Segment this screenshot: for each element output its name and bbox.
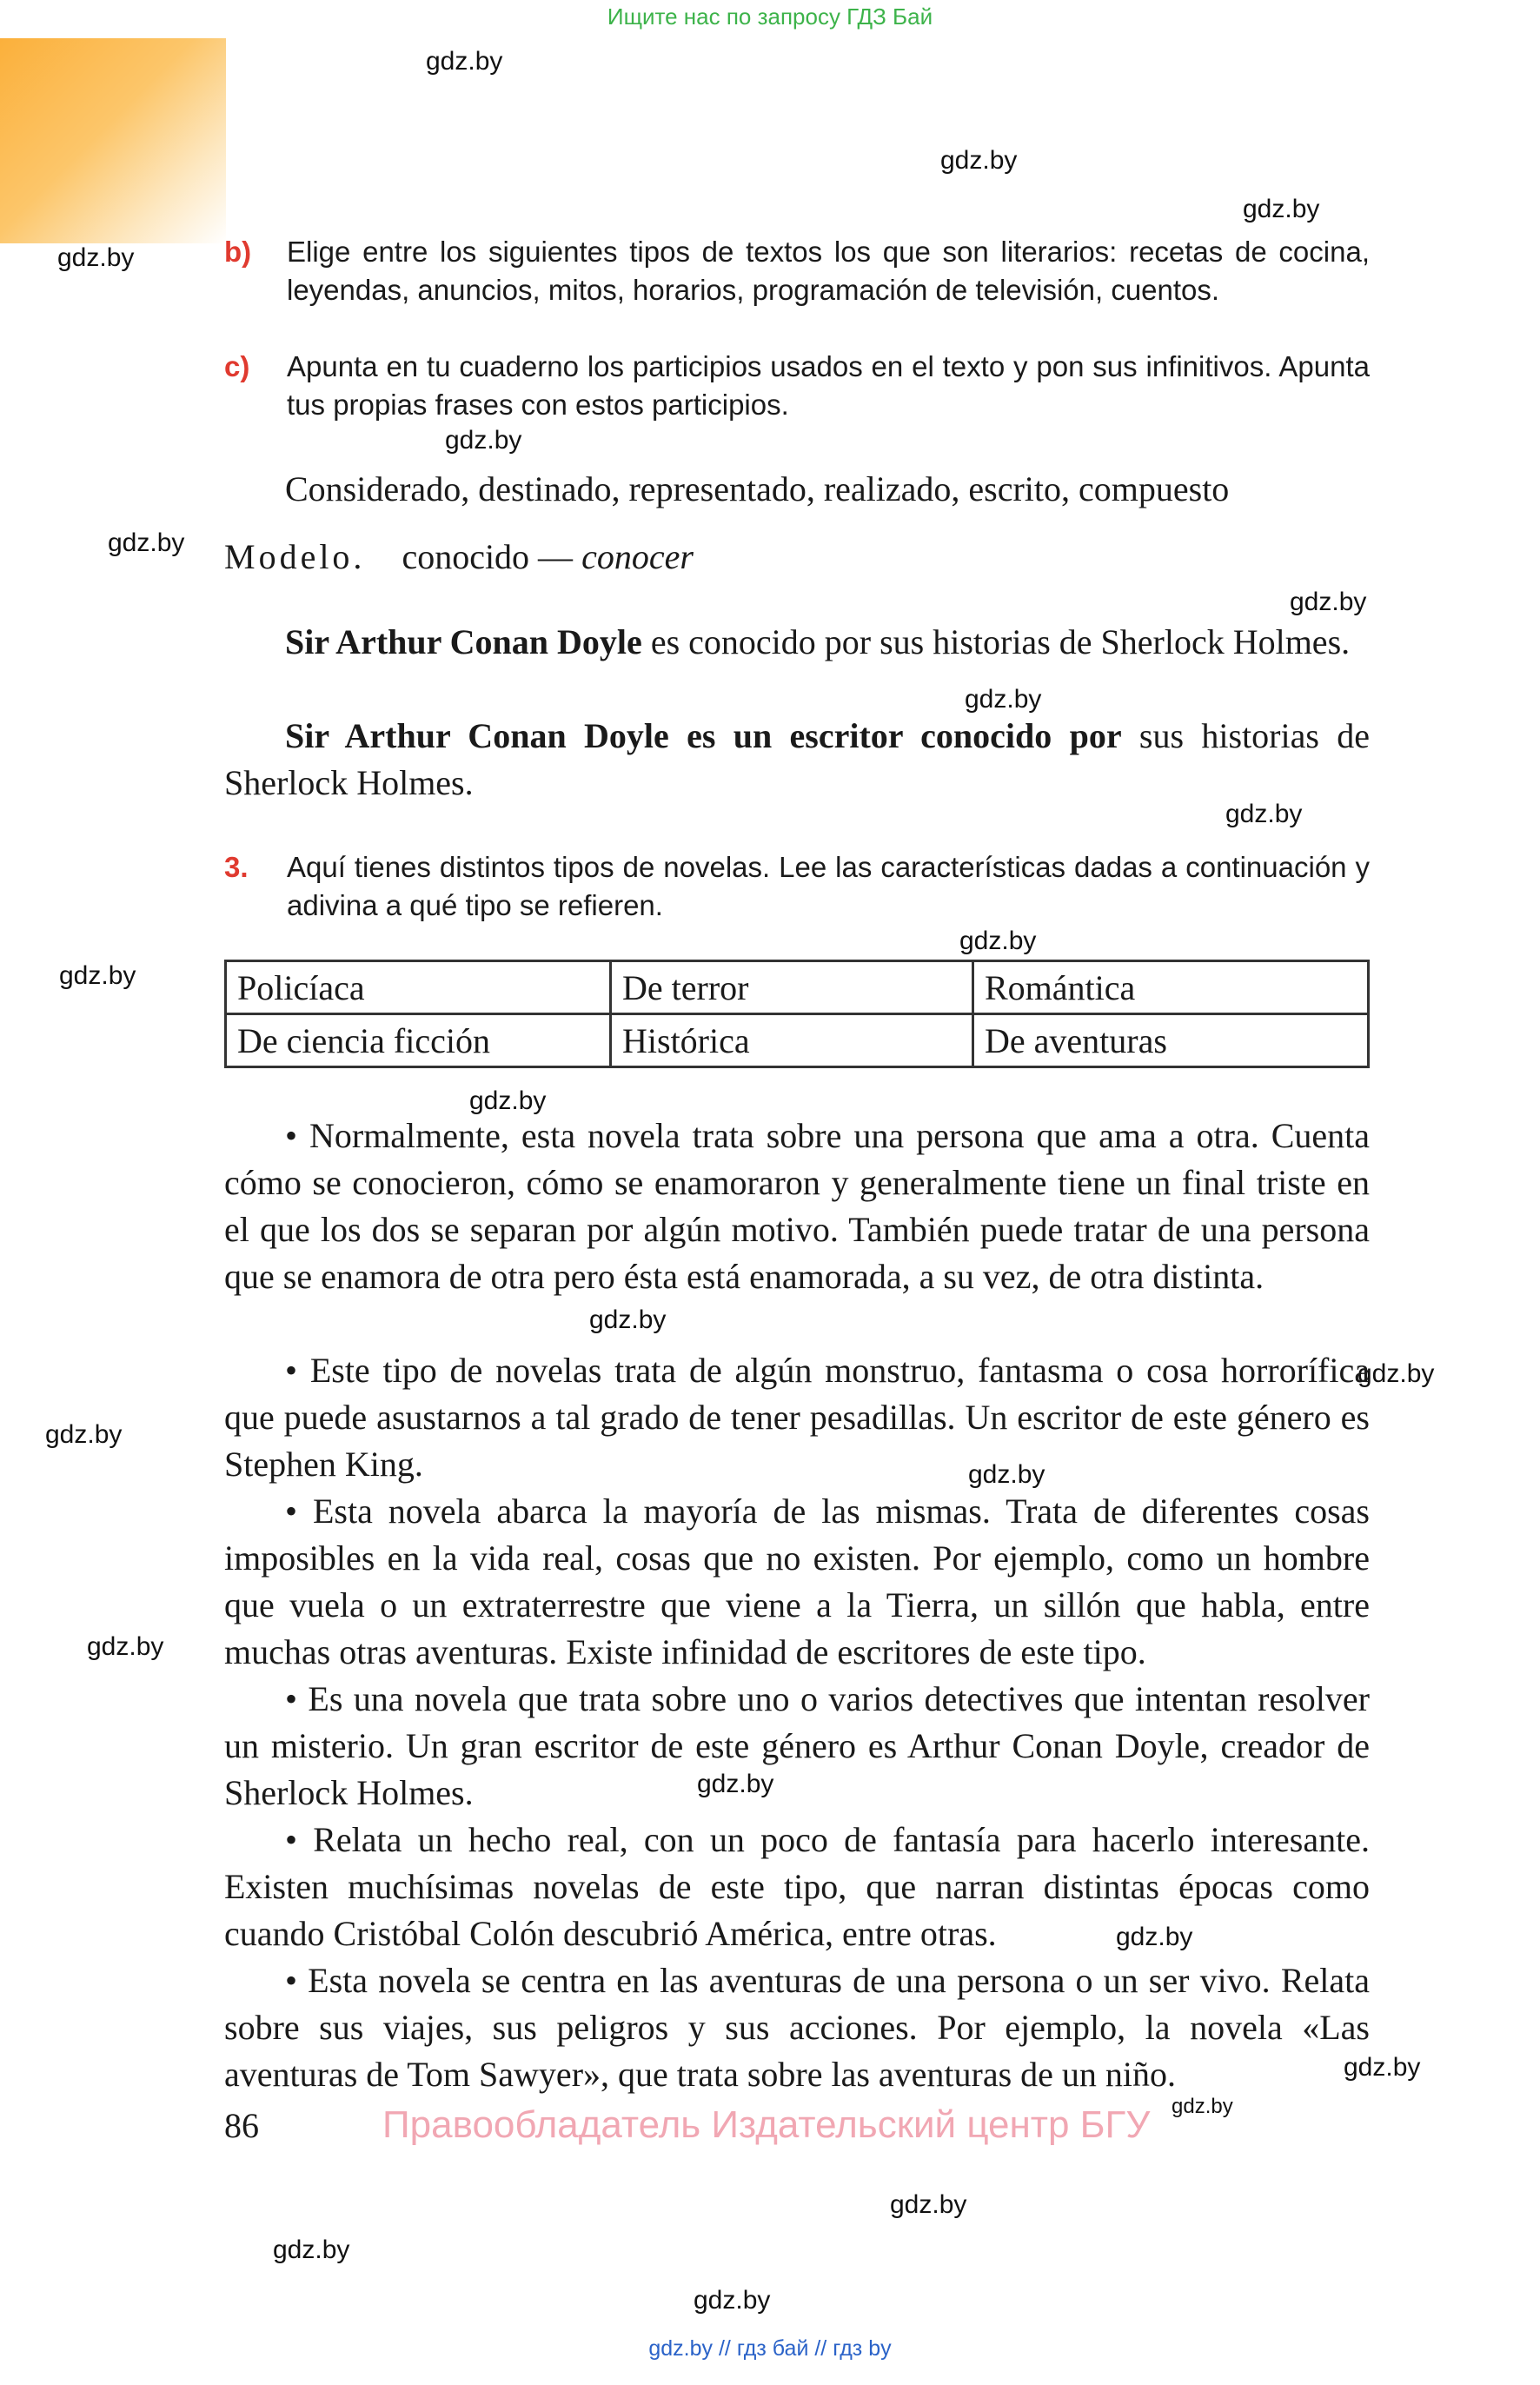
watermark: gdz.by [959, 927, 1037, 955]
watermark: gdz.by [1243, 195, 1320, 223]
copyright-owner: Правообладатель Издательский центр БГУ [382, 2103, 1151, 2146]
example-2-rest: sus historias de Sherlock Holmes. [224, 716, 1370, 802]
model-infinitive: conocer [581, 537, 694, 576]
table-row [226, 961, 1369, 1014]
model-word: conocido — [402, 537, 582, 576]
page-number: 86 [224, 2106, 259, 2145]
top-search-link[interactable]: Ищите нас по запросу ГДЗ Бай [607, 3, 933, 30]
watermark: gdz.by [589, 1305, 667, 1334]
watermark: gdz.by [965, 685, 1042, 714]
watermark: gdz.by [469, 1086, 547, 1115]
watermark: gdz.by [445, 426, 522, 455]
watermark: gdz.by [1172, 2095, 1233, 2118]
watermark: gdz.by [57, 243, 135, 272]
table-cell: De terror [611, 961, 973, 1014]
task-c-text: Apunta en tu cuaderno los participios usados en el texto y pon sus infinitivos. Apunta tus propias frases con estos participios. [287, 350, 1370, 421]
task-3 [224, 848, 1370, 925]
watermark: gdz.by [694, 2286, 771, 2315]
watermark: gdz.by [968, 1460, 1045, 1489]
description-paragraph: • Esta novela se centra en las aventuras de una persona o un ser vivo. Relata sobre sus viajes, sus peligros y sus acciones. Por ejemplo, la novela «Las aventuras de Tom Sawyer», que trata sobre las aventuras de un niño. [224, 1961, 1370, 2094]
task-c-marker: c) [224, 350, 250, 382]
description-paragraph: • Esta novela abarca la mayoría de las mismas. Trata de diferentes cosas imposibles en la vida real, cosas que no existen. Por ejemplo, como un hombre que vuela o un extraterrestre que viene a la Tierra, un sillón que habla, entre muchas otras aventuras. Existe infinidad de escritores de este tipo. [224, 1491, 1370, 1671]
watermark: gdz.by [108, 528, 185, 557]
watermark: gdz.by [940, 146, 1018, 175]
table-cell: De aventuras [973, 1014, 1369, 1067]
table-cell: Histórica [611, 1014, 973, 1067]
corner-decoration [0, 38, 226, 243]
task-3-marker: 3. [224, 851, 249, 883]
task-b-text: Elige entre los siguientes tipos de textos los que son literarios: recetas de cocina, leyendas, anuncios, mitos, horarios, programación de televisión, cuentos. [287, 236, 1370, 306]
watermark: gdz.by [59, 961, 136, 990]
table-cell: Policíaca [226, 961, 611, 1014]
table-cell: Romántica [973, 961, 1369, 1014]
task-3-text: Aquí tienes distintos tipos de novelas. Lee las características dadas a continuación y adivina a qué tipo se refieren. [287, 851, 1370, 921]
model-label: Modelo. [224, 537, 366, 576]
watermark: gdz.by [1357, 1359, 1435, 1388]
watermark: gdz.by [273, 2236, 350, 2264]
watermark: gdz.by [697, 1770, 774, 1798]
description-paragraph: • Relata un hecho real, con un poco de fantasía para hacerlo interesante. Existen muchísimas novelas de este tipo, que narran distintas épocas como cuando Cristóbal Colón descubrió América, entre otras. [224, 1820, 1370, 1953]
example-sentence-2 [224, 713, 1370, 807]
watermark: gdz.by [1344, 2053, 1421, 2082]
model-line [224, 534, 694, 581]
example-1-rest: es conocido por sus historias de Sherlock Holmes. [641, 622, 1351, 661]
watermark: gdz.by [45, 1420, 123, 1449]
watermark: gdz.by [87, 1632, 164, 1661]
example-1-bold: Sir Arthur Conan Doyle [285, 622, 642, 661]
description-paragraph: • Este tipo de novelas trata de algún monstruo, fantasma o cosa horrorífica que puede asustarnos a tal grado de tener pesadillas. Un escritor de este género es Stephen King. [224, 1351, 1370, 1484]
table-cell: De ciencia ficción [226, 1014, 611, 1067]
watermark: gdz.by [426, 47, 503, 76]
example-sentence-1 [224, 619, 1370, 666]
task-b [224, 233, 1370, 309]
watermark: gdz.by [1225, 800, 1303, 828]
description-paragraph: • Es una novela que trata sobre uno o varios detectives que intentan resolver un misterio. Un gran escritor de este género es Arthur Conan Doyle, creador de Sherlock Holmes. [224, 1679, 1370, 1812]
watermark: gdz.by [890, 2190, 967, 2219]
task-c [224, 348, 1370, 424]
participle-list: Considerado, destinado, representado, realizado, escrito, compuesto [285, 469, 1230, 508]
footer-links[interactable]: gdz.by // гдз бай // гдз by [648, 2336, 892, 2361]
watermark: gdz.by [1116, 1923, 1193, 1951]
example-2-bold: Sir Arthur Conan Doyle es un escritor conocido por [285, 716, 1122, 755]
table-row [226, 1014, 1369, 1067]
task-b-marker: b) [224, 236, 252, 268]
description-paragraph: • Normalmente, esta novela trata sobre una persona que ama a otra. Cuenta cómo se conocieron, cómo se enamoraron y generalmente tiene un final triste en el que los dos se separan por algún motivo. También puede tratar de una persona que se enamora de otra pero ésta está enamorada, a su vez, de otra distinta. [224, 1116, 1370, 1296]
novel-types-table [224, 960, 1370, 1068]
watermark: gdz.by [1290, 588, 1367, 616]
